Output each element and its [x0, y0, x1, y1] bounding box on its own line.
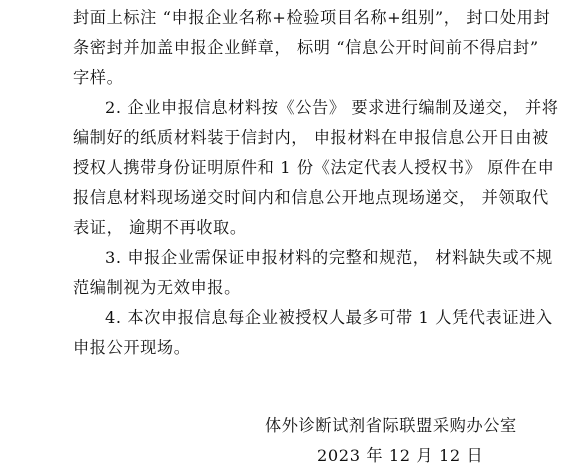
paragraph-2-line-5: 表证， 逾期不再收取。 — [73, 218, 247, 237]
paragraph-4-line-1: 4. 本次申报信息每企业被授权人最多可带 1 人凭代表证进入 — [105, 308, 553, 327]
paragraph-4-line-2: 申报公开现场。 — [73, 338, 191, 357]
paragraph-1-line-3: 字样。 — [73, 68, 124, 87]
paragraph-2-line-1: 2. 企业申报信息材料按《公告》 要求进行编制及递交， 并将 — [105, 98, 559, 117]
signature-date: 2023 年 12 月 12 日 — [317, 446, 484, 465]
paragraph-3-line-2: 范编制视为无效申报。 — [73, 278, 241, 297]
signature-organization: 体外诊断试剂省际联盟采购办公室 — [265, 416, 517, 435]
paragraph-2-line-4: 报信息材料现场递交时间内和信息公开地点现场递交， 并领取代 — [73, 188, 549, 207]
paragraph-2-line-3: 授权人携带身份证明原件和 1 份《法定代表人授权书》 原件在申 — [73, 158, 555, 177]
paragraph-2-line-2: 编制好的纸质材料装于信封内， 申报材料在申报信息公开日由被 — [73, 128, 549, 147]
paragraph-3-line-1: 3. 申报企业需保证申报材料的完整和规范， 材料缺失或不规 — [105, 248, 553, 267]
paragraph-1-line-1: 封面上标注 “申报企业名称+检验项目名称+组别”， 封口处用封 — [73, 8, 551, 27]
paragraph-1-line-2: 条密封并加盖申报企业鲜章， 标明 “信息公开时间前不得启封” — [73, 38, 539, 57]
